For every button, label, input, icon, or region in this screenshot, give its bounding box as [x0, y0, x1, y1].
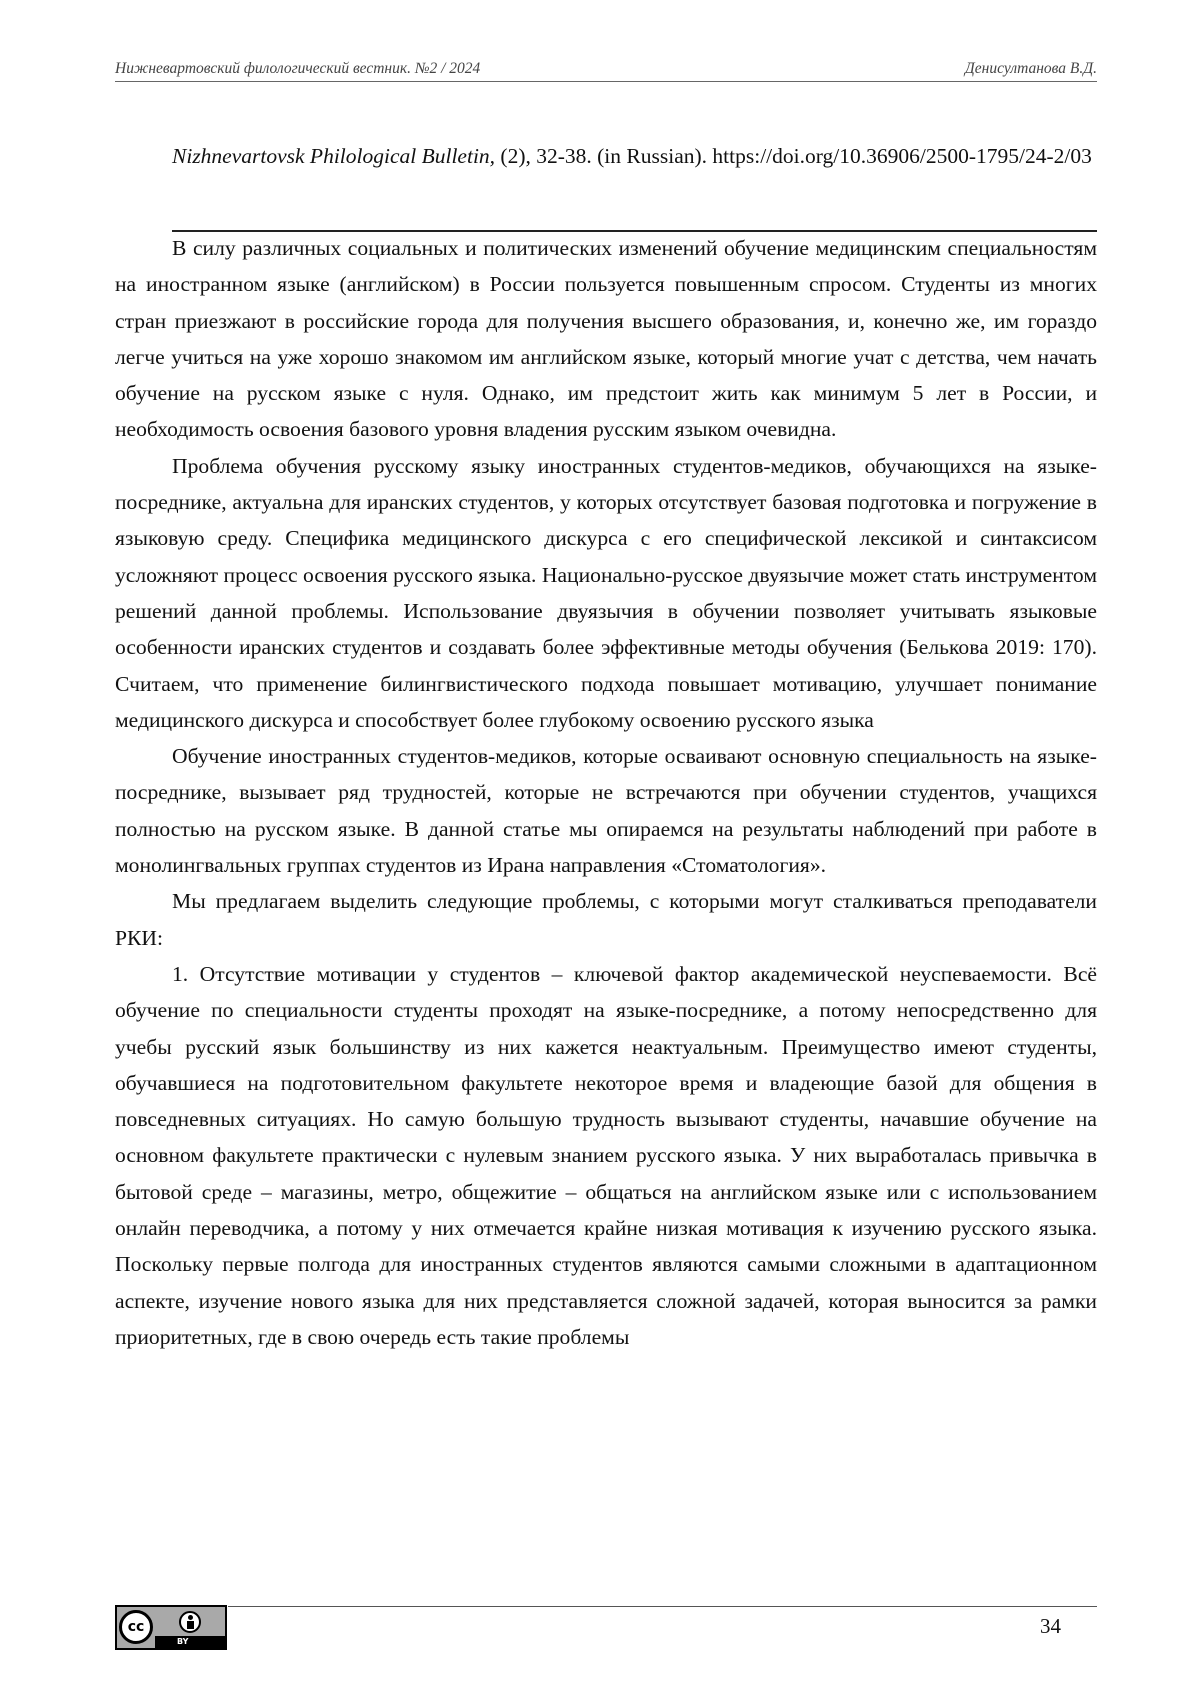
- running-header: [115, 60, 1097, 82]
- header-author: Денисултанова В.Д.: [964, 60, 1097, 77]
- license-label: BY: [177, 1637, 189, 1646]
- license-strip: [155, 1636, 225, 1648]
- body-paragraph-4: Мы предлагаем выделить следующие проблемы, с которыми могут сталкиваться преподаватели РКИ:: [115, 889, 1097, 950]
- attribution-person-icon: [179, 1611, 201, 1633]
- cc-by-icon: [115, 1605, 227, 1650]
- reference-details: (2), 32-38. (in Russian). https://doi.org/10.36906/2500-1795/24-2/03: [495, 144, 1092, 168]
- header-journal-title: Нижневартовский филологический вестник. №2 / 2024: [115, 60, 481, 77]
- footer-divider: [228, 1606, 1097, 1607]
- reference-journal: Nizhnevartovsk Philological Bulletin,: [172, 144, 496, 168]
- article-body: [115, 230, 1097, 1355]
- body-paragraph-2: Проблема обучения русскому языку иностранных студентов-медиков, обучающихся на языке-посреднике, актуальна для иранских студентов, у которых отсутствует базовая подготовка и погружение в языковую среду. Специфика медицинского дискурса с его специфической лексикой и синтаксисом усложняют процесс освоения русского языка. Национально-русское двуязычие может стать инструментом решений данной проблемы. Использование двуязычия в обучении позволяет учитывать языковые особенности иранских студентов и создавать более эффективные методы обучения (Белькова 2019: 170). Считаем, что применение билингвистического подхода повышает мотивацию, улучшает понимание медицинского дискурса и способствует более глубокому освоению русского языка: [115, 453, 1097, 732]
- body-paragraph-1: В силу различных социальных и политических изменений обучение медицинским специальностям на иностранном языке (английском) в России пользуется повышенным спросом. Студенты из многих стран приезжают в российские города для получения высшего образования, и, конечно же, им гораздо легче учиться на уже хорошо знакомом им английском языке, который многие учат с детства, чем начать обучение на русском языке с нуля. Однако, им предстоит жить как минимум 5 лет в России, и необходимость освоения базового уровня владения русским языком очевидна.: [115, 236, 1097, 442]
- page-number: 34: [1040, 1614, 1061, 1638]
- reference-entry: [172, 138, 1097, 174]
- body-paragraph-3: Обучение иностранных студентов-медиков, которые осваивают основную специальность на языке-посреднике, вызывает ряд трудностей, которые не встречаются при обучении студентов, учащихся полностью на русском языке. В данной статье мы опираемся на результаты наблюдений при работе в монолингвальных группах студентов из Ирана направления «Стоматология».: [115, 744, 1097, 878]
- body-paragraph-5: 1. Отсутствие мотивации у студентов – ключевой фактор академической неуспеваемости. Всё обучение по специальности студенты проходят на языке-посреднике, а потому непосредственно для учебы русский язык большинству из них кажется неактуальным. Преимущество имеют студенты, обучавшиеся на подготовительном факультете некоторое время и владеющие базой для общения в повседневных ситуациях. Но самую большую трудность вызывают студенты, начавшие обучение на основном факультете практически с нулевым знанием русского языка. У них выработалась привычка в бытовой среде – магазины, метро, общежитие – общаться на английском языке или с использованием онлайн переводчика, а потому у них отмечается крайне низкая мотивация к изучению русского языка. Поскольку первые полгода для иностранных студентов являются самыми сложными в адаптационном аспекте, изучение нового языка для них представляется сложной задачей, которая выносится за рамки приоритетных, где в свою очередь есть такие проблемы: [115, 961, 1097, 1349]
- cc-icon: cc: [119, 1610, 153, 1644]
